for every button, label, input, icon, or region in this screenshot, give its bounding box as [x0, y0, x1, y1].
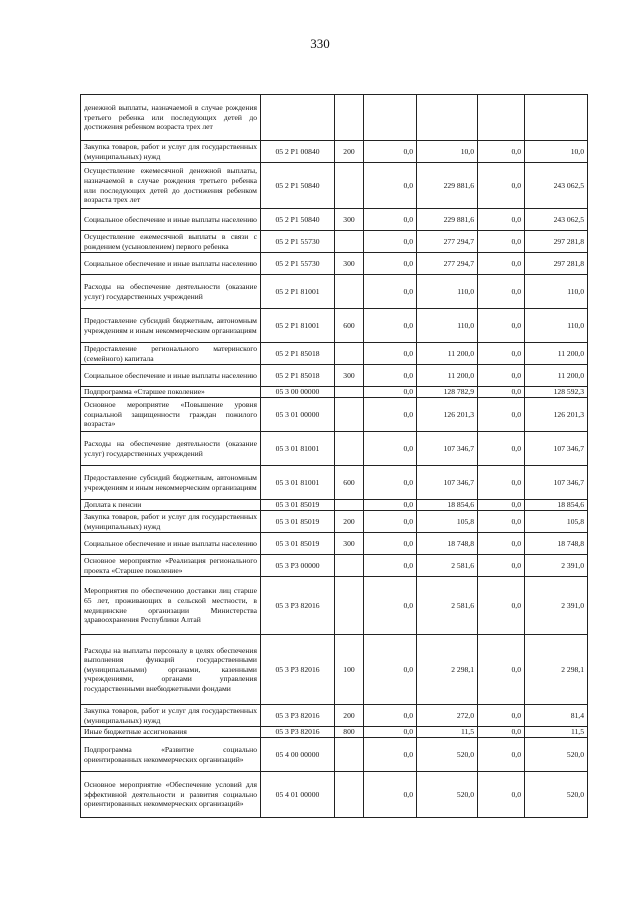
row-value-2: 277 294,7	[417, 231, 478, 253]
row-value-1: 0,0	[364, 275, 417, 309]
row-value-1: 0,0	[364, 387, 417, 398]
row-value-4: 107 346,7	[525, 466, 588, 500]
row-code: 05 2 P1 50840	[261, 209, 335, 231]
row-code: 05 3 P3 82016	[261, 727, 335, 738]
table-row	[81, 635, 588, 705]
table-row	[81, 772, 588, 818]
row-value-3: 0,0	[478, 533, 525, 555]
row-value-1	[364, 95, 417, 141]
row-value-4: 10,0	[525, 141, 588, 163]
row-code: 05 4 01 00000	[261, 772, 335, 818]
row-value-3: 0,0	[478, 705, 525, 727]
row-value-4: 520,0	[525, 772, 588, 818]
table-row	[81, 309, 588, 343]
row-value-2: 2 581,6	[417, 577, 478, 635]
table-row	[81, 500, 588, 511]
table-row	[81, 209, 588, 231]
row-expense-type	[335, 343, 364, 365]
row-value-1: 0,0	[364, 738, 417, 772]
row-code: 05 3 01 81001	[261, 432, 335, 466]
row-code: 05 2 P1 50840	[261, 163, 335, 209]
table-row	[81, 253, 588, 275]
row-code: 05 2 P1 55730	[261, 253, 335, 275]
row-value-4: 110,0	[525, 275, 588, 309]
row-value-1: 0,0	[364, 635, 417, 705]
row-value-4: 110,0	[525, 309, 588, 343]
table-row	[81, 343, 588, 365]
row-name: Закупка товаров, работ и услуг для государственных (муниципальных) нужд	[81, 511, 261, 533]
row-value-2: 229 881,6	[417, 163, 478, 209]
row-value-1: 0,0	[364, 555, 417, 577]
table-row	[81, 95, 588, 141]
row-value-3	[478, 95, 525, 141]
table-row	[81, 727, 588, 738]
row-value-4: 105,8	[525, 511, 588, 533]
row-value-1: 0,0	[364, 727, 417, 738]
table-body	[81, 95, 588, 818]
row-value-3: 0,0	[478, 275, 525, 309]
row-code: 05 2 P1 85018	[261, 343, 335, 365]
row-value-1: 0,0	[364, 398, 417, 432]
row-value-2: 18 854,6	[417, 500, 478, 511]
row-expense-type: 600	[335, 466, 364, 500]
row-name: Расходы на выплаты персоналу в целях обеспечения выполнения функций государственными (муниципальными) органами, казенными учреждениями, органами управления государственными внебюджетными фондами	[81, 635, 261, 705]
row-expense-type: 100	[335, 635, 364, 705]
row-code: 05 2 P1 85018	[261, 365, 335, 387]
table-row	[81, 533, 588, 555]
row-value-3: 0,0	[478, 511, 525, 533]
row-value-4: 2 391,0	[525, 555, 588, 577]
row-name: Мероприятия по обеспечению доставки лиц старше 65 лет, проживающих в сельской местности, в медицинские организации Министерства здравоохранения Республики Алтай	[81, 577, 261, 635]
row-expense-type: 200	[335, 141, 364, 163]
row-value-3: 0,0	[478, 727, 525, 738]
row-expense-type	[335, 432, 364, 466]
row-value-1: 0,0	[364, 705, 417, 727]
row-code: 05 3 01 85019	[261, 533, 335, 555]
row-value-2: 11 200,0	[417, 343, 478, 365]
row-value-4: 126 201,3	[525, 398, 588, 432]
row-code: 05 2 P1 81001	[261, 309, 335, 343]
row-value-1: 0,0	[364, 253, 417, 275]
row-name: Осуществление ежемесячной денежной выплаты, назначаемой в случае рождения третьего ребенка или последующих детей до достижения ребенком возраста трех лет	[81, 163, 261, 209]
row-value-3: 0,0	[478, 772, 525, 818]
row-value-1: 0,0	[364, 141, 417, 163]
row-value-1: 0,0	[364, 533, 417, 555]
row-value-2: 105,8	[417, 511, 478, 533]
row-name: Социальное обеспечение и иные выплаты населению	[81, 253, 261, 275]
row-value-1: 0,0	[364, 209, 417, 231]
row-value-4: 243 062,5	[525, 163, 588, 209]
row-name: Закупка товаров, работ и услуг для государственных (муниципальных) нужд	[81, 705, 261, 727]
row-expense-type: 600	[335, 309, 364, 343]
row-expense-type	[335, 772, 364, 818]
row-code	[261, 95, 335, 141]
row-value-2: 277 294,7	[417, 253, 478, 275]
row-value-1: 0,0	[364, 577, 417, 635]
row-value-3: 0,0	[478, 555, 525, 577]
row-value-4: 18 748,8	[525, 533, 588, 555]
row-value-2: 10,0	[417, 141, 478, 163]
row-value-2: 272,0	[417, 705, 478, 727]
row-value-1: 0,0	[364, 365, 417, 387]
table-row	[81, 511, 588, 533]
row-value-2: 11,5	[417, 727, 478, 738]
row-name: Социальное обеспечение и иные выплаты населению	[81, 533, 261, 555]
row-value-4: 243 062,5	[525, 209, 588, 231]
row-code: 05 3 01 00000	[261, 398, 335, 432]
row-value-3: 0,0	[478, 466, 525, 500]
row-expense-type	[335, 275, 364, 309]
row-name: Социальное обеспечение и иные выплаты населению	[81, 365, 261, 387]
row-expense-type	[335, 577, 364, 635]
row-value-1: 0,0	[364, 500, 417, 511]
row-value-3: 0,0	[478, 253, 525, 275]
row-value-1: 0,0	[364, 309, 417, 343]
row-code: 05 2 P1 81001	[261, 275, 335, 309]
row-value-1: 0,0	[364, 432, 417, 466]
row-value-2: 520,0	[417, 772, 478, 818]
row-value-3: 0,0	[478, 577, 525, 635]
row-value-4: 18 854,6	[525, 500, 588, 511]
row-value-2: 107 346,7	[417, 466, 478, 500]
row-value-1: 0,0	[364, 343, 417, 365]
row-name: Предоставление субсидий бюджетным, автономным учреждениям и иным некоммерческим организациям	[81, 309, 261, 343]
row-expense-type: 800	[335, 727, 364, 738]
row-name: Основное мероприятие «Повышение уровня социальной защищенности граждан пожилого возраста»	[81, 398, 261, 432]
row-code: 05 2 P1 55730	[261, 231, 335, 253]
row-value-3: 0,0	[478, 635, 525, 705]
row-name: Основное мероприятие «Обеспечение условий для эффективной деятельности и развития социально ориентированных некоммерческих организаций»	[81, 772, 261, 818]
table-row	[81, 577, 588, 635]
row-expense-type	[335, 500, 364, 511]
row-name: Осуществление ежемесячной выплаты в связи с рождением (усыновлением) первого ребенка	[81, 231, 261, 253]
row-value-3: 0,0	[478, 432, 525, 466]
row-name: Подпрограмма «Старшее поколение»	[81, 387, 261, 398]
row-value-2	[417, 95, 478, 141]
row-name: Расходы на обеспечение деятельности (оказание услуг) государственных учреждений	[81, 432, 261, 466]
row-expense-type: 300	[335, 209, 364, 231]
table-row	[81, 705, 588, 727]
table-row	[81, 365, 588, 387]
row-value-4: 11 200,0	[525, 365, 588, 387]
row-code: 05 3 P3 82016	[261, 635, 335, 705]
row-value-3: 0,0	[478, 500, 525, 511]
row-value-3: 0,0	[478, 738, 525, 772]
row-value-4: 107 346,7	[525, 432, 588, 466]
row-name: денежной выплаты, назначаемой в случае рождения третьего ребенка или последующих детей до достижения ребенком возраста трех лет	[81, 95, 261, 141]
row-expense-type	[335, 555, 364, 577]
row-value-2: 2 581,6	[417, 555, 478, 577]
row-name: Доплата к пенсии	[81, 500, 261, 511]
row-value-2: 126 201,3	[417, 398, 478, 432]
page-number: 330	[310, 36, 330, 51]
row-value-1: 0,0	[364, 163, 417, 209]
row-name: Основное мероприятие «Реализация регионального проекта «Старшее поколение»	[81, 555, 261, 577]
row-value-2: 2 298,1	[417, 635, 478, 705]
row-value-2: 110,0	[417, 309, 478, 343]
row-name: Расходы на обеспечение деятельности (оказание услуг) государственных учреждений	[81, 275, 261, 309]
row-expense-type: 300	[335, 533, 364, 555]
row-expense-type: 200	[335, 511, 364, 533]
row-code: 05 3 01 85019	[261, 511, 335, 533]
table-row	[81, 555, 588, 577]
row-expense-type	[335, 387, 364, 398]
row-code: 05 2 P1 00840	[261, 141, 335, 163]
row-value-4	[525, 95, 588, 141]
row-value-4: 297 281,8	[525, 231, 588, 253]
row-expense-type: 300	[335, 253, 364, 275]
row-name: Социальное обеспечение и иные выплаты населению	[81, 209, 261, 231]
row-value-3: 0,0	[478, 387, 525, 398]
table-row	[81, 275, 588, 309]
row-code: 05 3 P3 82016	[261, 705, 335, 727]
row-name: Предоставление регионального материнского (семейного) капитала	[81, 343, 261, 365]
row-value-1: 0,0	[364, 511, 417, 533]
row-expense-type	[335, 398, 364, 432]
row-name: Иные бюджетные ассигнования	[81, 727, 261, 738]
row-expense-type: 200	[335, 705, 364, 727]
row-value-1: 0,0	[364, 466, 417, 500]
row-value-3: 0,0	[478, 309, 525, 343]
row-value-2: 18 748,8	[417, 533, 478, 555]
row-name: Подпрограмма «Развитие социально ориентированных некоммерческих организаций»	[81, 738, 261, 772]
row-code: 05 4 00 00000	[261, 738, 335, 772]
row-code: 05 3 01 85019	[261, 500, 335, 511]
row-value-4: 11 200,0	[525, 343, 588, 365]
row-code: 05 3 P3 82016	[261, 577, 335, 635]
row-value-3: 0,0	[478, 141, 525, 163]
row-value-3: 0,0	[478, 231, 525, 253]
row-name: Закупка товаров, работ и услуг для государственных (муниципальных) нужд	[81, 141, 261, 163]
table-row	[81, 163, 588, 209]
row-value-4: 2 298,1	[525, 635, 588, 705]
row-value-1: 0,0	[364, 772, 417, 818]
row-value-4: 128 592,3	[525, 387, 588, 398]
table-row	[81, 231, 588, 253]
row-name: Предоставление субсидий бюджетным, автономным учреждениям и иным некоммерческим организациям	[81, 466, 261, 500]
row-value-2: 110,0	[417, 275, 478, 309]
row-code: 05 3 01 81001	[261, 466, 335, 500]
table-row	[81, 432, 588, 466]
row-value-2: 520,0	[417, 738, 478, 772]
row-code: 05 3 P3 00000	[261, 555, 335, 577]
row-value-3: 0,0	[478, 398, 525, 432]
row-value-4: 81,4	[525, 705, 588, 727]
row-value-3: 0,0	[478, 163, 525, 209]
row-value-3: 0,0	[478, 365, 525, 387]
row-value-2: 11 200,0	[417, 365, 478, 387]
row-value-2: 128 782,9	[417, 387, 478, 398]
row-expense-type	[335, 231, 364, 253]
row-expense-type	[335, 738, 364, 772]
table-row	[81, 141, 588, 163]
table-row	[81, 738, 588, 772]
budget-table	[80, 94, 588, 818]
row-value-4: 520,0	[525, 738, 588, 772]
row-value-4: 297 281,8	[525, 253, 588, 275]
row-expense-type	[335, 163, 364, 209]
table-row	[81, 398, 588, 432]
row-value-4: 2 391,0	[525, 577, 588, 635]
row-value-4: 11,5	[525, 727, 588, 738]
row-value-3: 0,0	[478, 343, 525, 365]
row-value-2: 107 346,7	[417, 432, 478, 466]
table-row	[81, 466, 588, 500]
row-expense-type	[335, 95, 364, 141]
row-value-2: 229 881,6	[417, 209, 478, 231]
table-row	[81, 387, 588, 398]
row-code: 05 3 00 00000	[261, 387, 335, 398]
row-value-1: 0,0	[364, 231, 417, 253]
row-value-3: 0,0	[478, 209, 525, 231]
row-expense-type: 300	[335, 365, 364, 387]
